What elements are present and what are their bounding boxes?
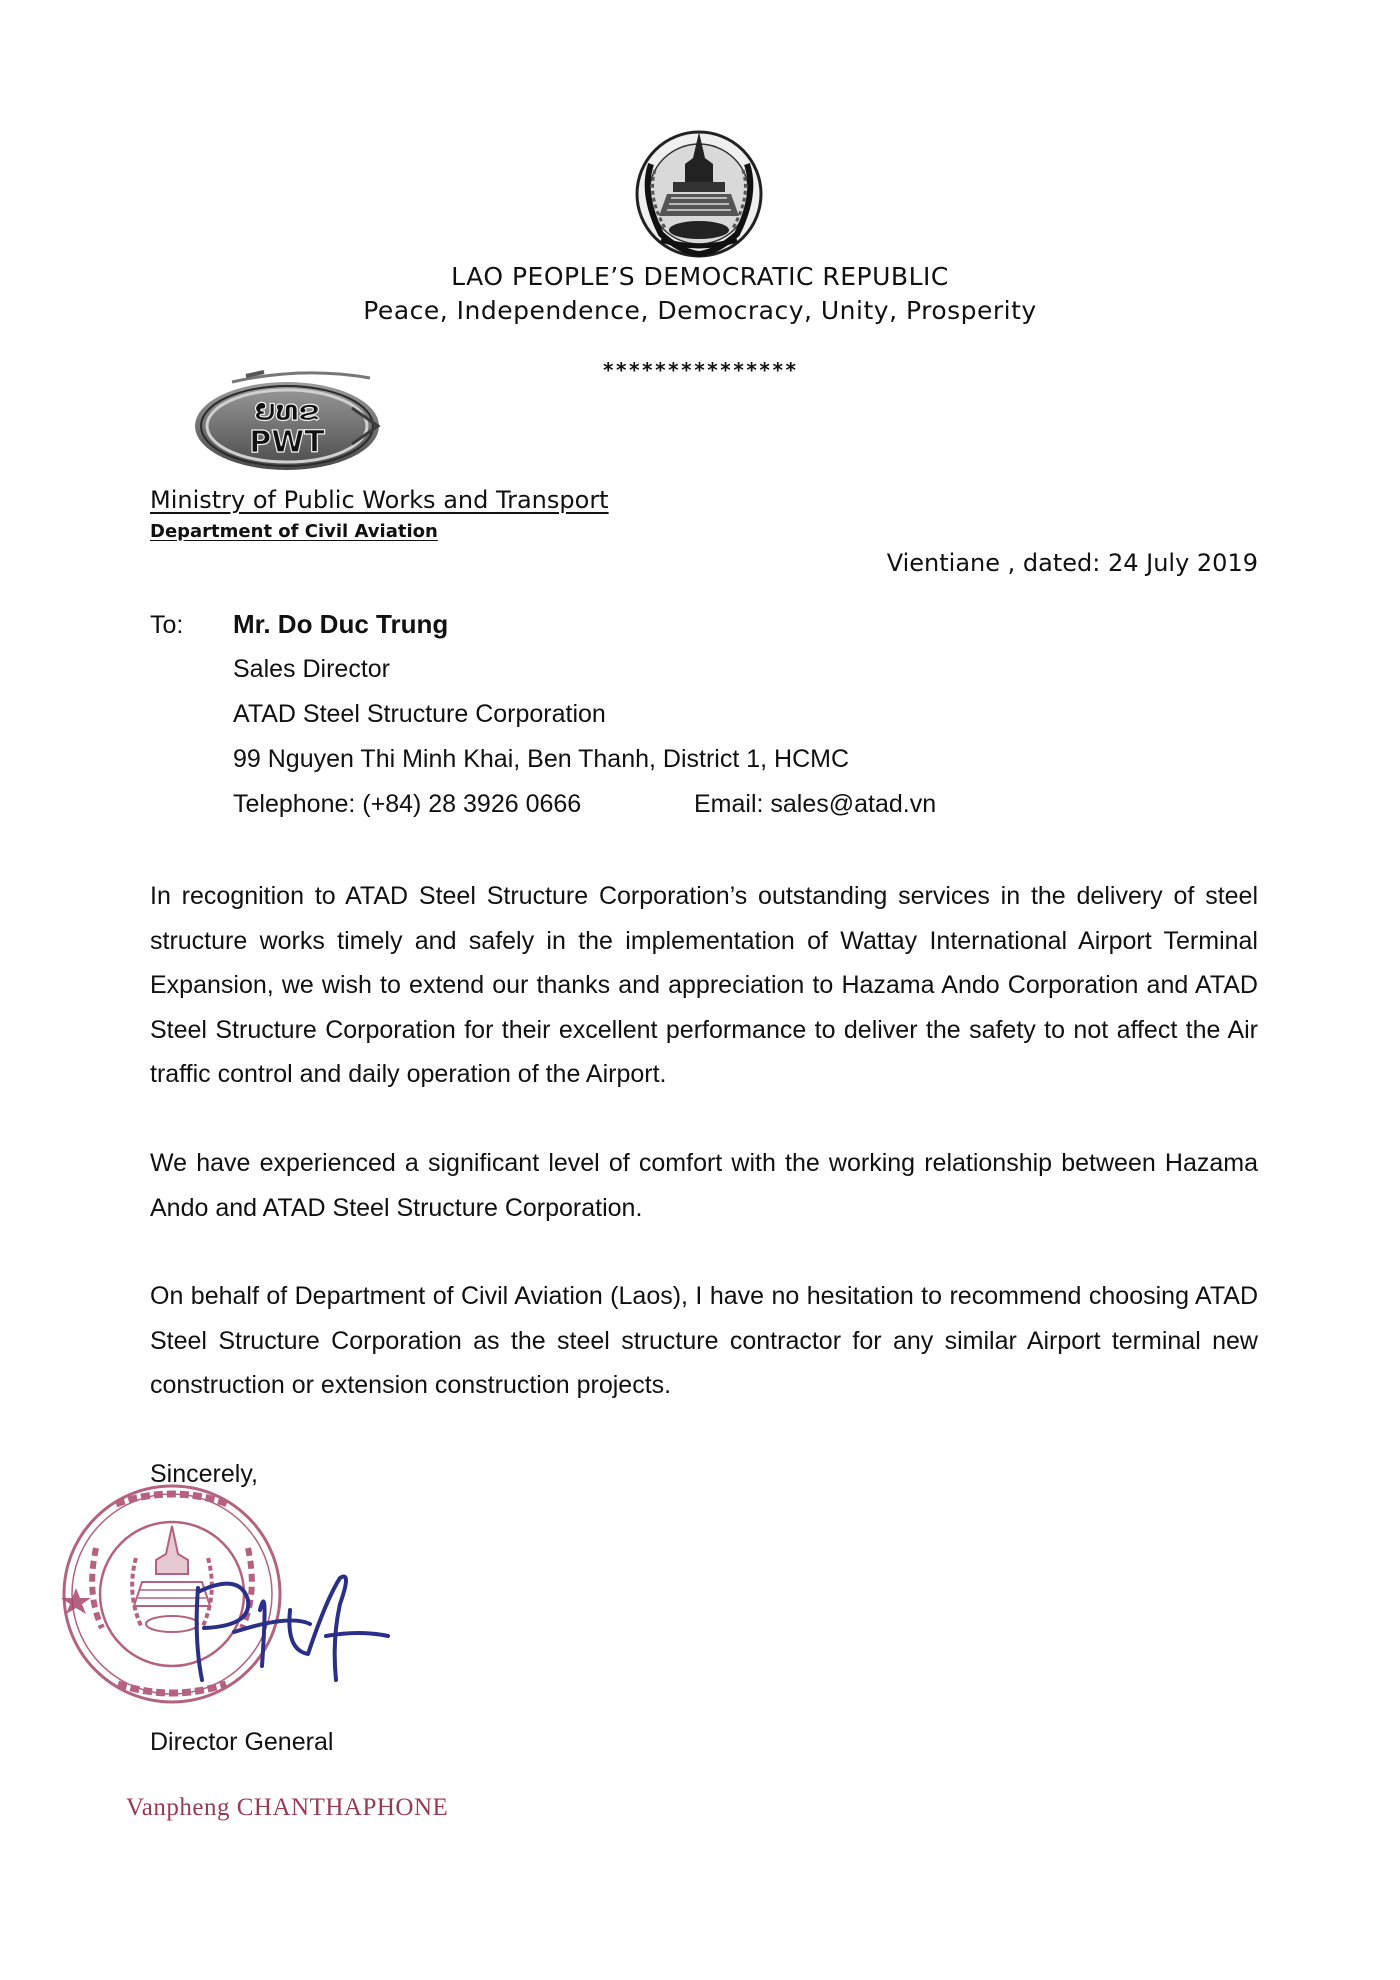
recipient-email: Email: sales@atad.vn	[694, 790, 937, 818]
svg-text:ຍທຂ: ຍທຂ	[254, 394, 320, 427]
country-name: LAO PEOPLE’S DEMOCRATIC REPUBLIC	[451, 262, 949, 291]
closing-salutation: Sincerely,	[150, 1460, 258, 1488]
national-emblem-icon	[621, 124, 777, 262]
body-paragraph-1: In recognition to ATAD Steel Structure Corporation’s outstanding services in the delivery of steel structure works timely and safely in the implementation of Wattay International Airport Terminal Expansion, we wish to extend our thanks and appreciation to Hazama Ando Corporation and ATAD Steel Structure Corporation for their excellent performance to deliver the safety to not affect the Air traffic control and daily operation of the Airport.	[150, 882, 1258, 1088]
pwt-logo-icon	[192, 368, 382, 476]
body-paragraph-3: On behalf of Department of Civil Aviation (Laos), I have no hesitation to recommend choosing ATAD Steel Structure Corporation as the steel structure contractor for any similar Airport terminal new construction or extension construction projects.	[150, 1282, 1258, 1399]
department-name: Department of Civil Aviation	[150, 521, 438, 542]
signature-icon	[190, 1570, 400, 1690]
recipient-company: ATAD Steel Structure Corporation	[233, 700, 606, 728]
body-paragraph-2: We have experienced a significant level of comfort with the working relationship between Hazama Ando and ATAD Steel Structure Corporation.	[150, 1149, 1258, 1222]
recipient-telephone: Telephone: (+84) 28 3926 0666	[233, 790, 582, 818]
recipient-name: Mr. Do Duc Trung	[233, 609, 449, 639]
date-line: Vientiane , dated: 24 July 2019	[886, 549, 1258, 577]
signer-name: Vanpheng CHANTHAPHONE	[126, 1794, 449, 1821]
ministry-name: Ministry of Public Works and Transport	[150, 486, 609, 514]
svg-text:PWT: PWT	[249, 425, 325, 460]
recipient-title: Sales Director	[233, 655, 390, 683]
separator: ***************	[602, 358, 798, 382]
recipient-address: 99 Nguyen Thi Minh Khai, Ben Thanh, District 1, HCMC	[233, 745, 850, 773]
national-motto: Peace, Independence, Democracy, Unity, Prosperity	[363, 296, 1037, 325]
to-label: To:	[150, 611, 184, 639]
signer-title: Director General	[150, 1728, 334, 1756]
